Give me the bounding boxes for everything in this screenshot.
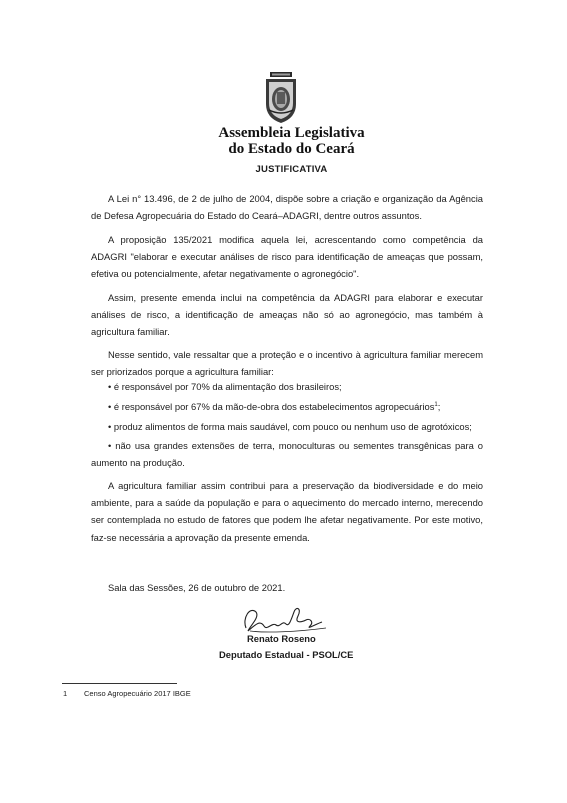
footnote-number: 1 — [63, 689, 68, 698]
document-title: JUSTIFICATIVA — [255, 164, 328, 175]
closing-location-date: Sala das Sessões, 26 de outubro de 2021. — [108, 582, 286, 593]
paragraph-4: Nesse sentido, vale ressaltar que a proteção e o incentivo à agricultura familiar merecem ser priorizados porque a agricultura familiar: — [91, 349, 483, 378]
bullet-item-2-text: • é responsável por 67% da mão-de-obra dos estabelecimentos agropecuários — [108, 401, 435, 412]
bullet-item-2 — [108, 398, 483, 415]
signer-name: Renato Roseno — [247, 633, 316, 644]
paragraph-conclusion: A agricultura familiar assim contribui para a preservação da biodiversidade e do meio ambiente, para a saúde da população e para o aquecimento do mercado interno, merecendo ser contemplada no estudo de fatores que podem lhe afetar negativamente. Por este motivo, faz-se necessária a aprovação da presente emenda. — [91, 480, 483, 543]
bullet-item-1: • é responsável por 70% da alimentação dos brasileiros; — [108, 381, 342, 392]
paragraph-1: A Lei n° 13.496, de 2 de julho de 2004, dispõe sobre a criação e organização da Agência de Defesa Agropecuária do Estado do Ceará–ADAGRI, dentre outros assuntos. — [91, 193, 483, 222]
footnote-text: Censo Agropecuário 2017 IBGE — [84, 689, 191, 698]
footnote-divider — [62, 683, 177, 684]
paragraph-2: A proposição 135/2021 modifica aquela lei, acrescentando como competência da ADAGRI "elaborar e executar análises de risco para identificação de ameaças que possam, efetiva ou potencialmente, afetar negativamente o agronegócio". — [91, 234, 483, 280]
handwritten-signature — [236, 598, 332, 636]
signer-role: Deputado Estadual - PSOL/CE — [219, 649, 354, 660]
organization-name-line1: Assembleia Legislativa — [218, 125, 365, 141]
footnote-reference: 1 — [434, 401, 438, 408]
state-seal-icon — [261, 72, 301, 124]
bullet-item-2-suffix: ; — [437, 401, 441, 412]
paragraph-3: Assim, presente emenda inclui na competência da ADAGRI para elaborar e executar análises de risco, a identificação de ameaças não só ao agronegócio, mas também à agricultura familiar. — [91, 292, 483, 338]
bullet-item-3: • produz alimentos de forma mais saudável, com pouco ou nenhum uso de agrotóxicos; — [108, 421, 472, 432]
organization-name-line2: do Estado do Ceará — [228, 141, 355, 157]
bullet-item-4: • não usa grandes extensões de terra, monoculturas ou sementes transgênicas para o aumento na produção. — [91, 440, 483, 469]
